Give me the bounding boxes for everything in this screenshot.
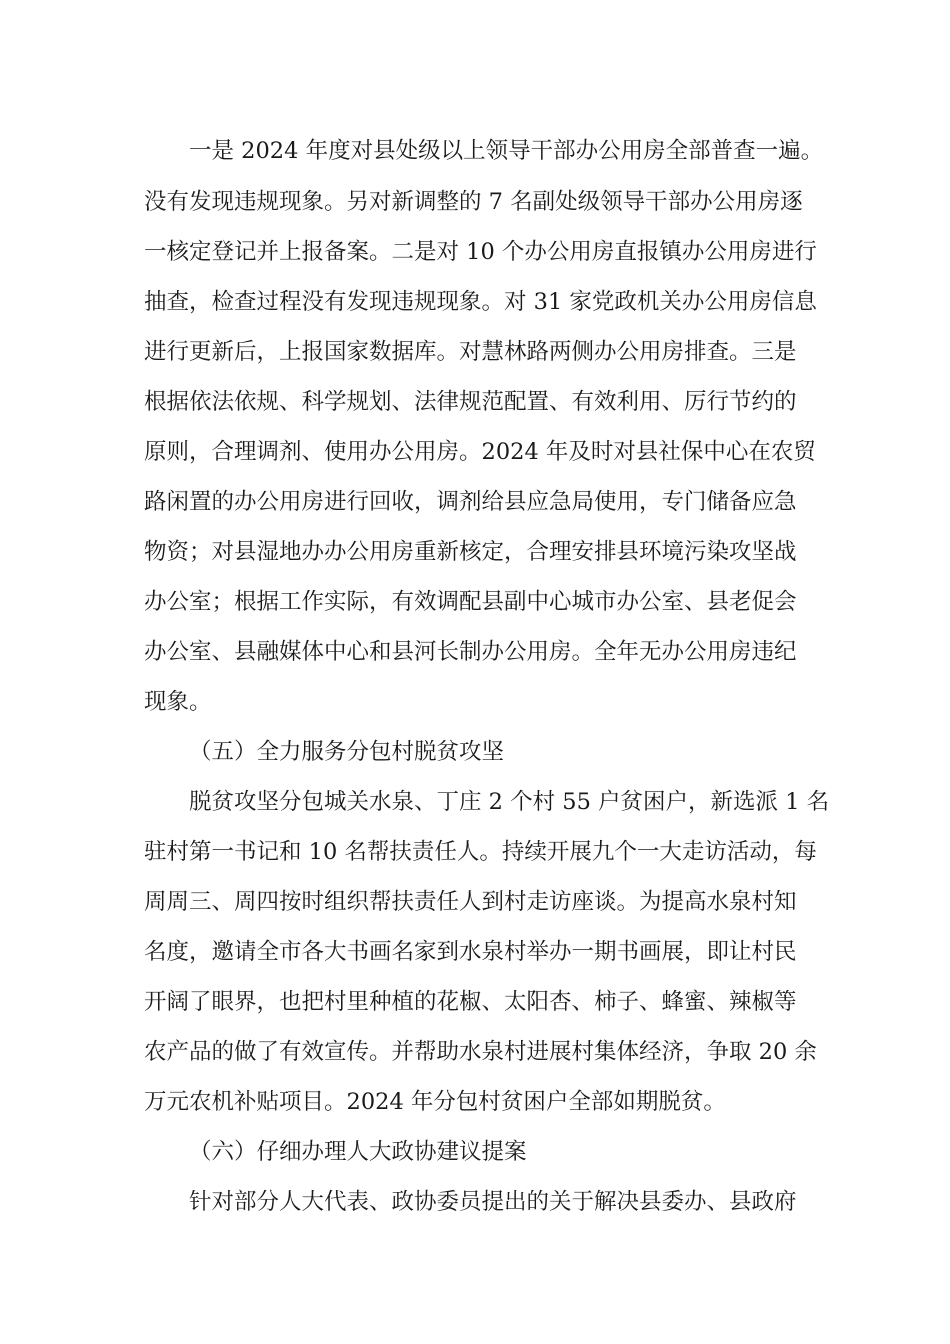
paragraph-line: 抽查，检查过程没有发现违规现象。对 31 家党政机关办公用房信息 [144,289,817,315]
paragraph-line: 现象。 [144,689,212,715]
paragraph-line: 进行更新后，上报国家数据库。对慧林路两侧办公用房排查。三是 [144,339,797,365]
section-heading: （五）全力服务分包村脱贫攻坚 [189,739,505,765]
paragraph-line: 针对部分人大代表、政协委员提出的关于解决县委办、县政府 [189,1189,797,1215]
paragraph-line: 办公室、县融媒体中心和县河长制办公用房。全年无办公用房违纪 [144,639,797,665]
paragraph-line: 开阔了眼界，也把村里种植的花椒、太阳杏、柿子、蜂蜜、辣椒等 [144,989,797,1015]
paragraph-line: 一是 2024 年度对县处级以上领导干部办公用房全部普查一遍。 [189,138,824,164]
paragraph-line: 万元农机补贴项目。2024 年分包村贫困户全部如期脱贫。 [144,1089,726,1115]
paragraph-line: 办公室；根据工作实际，有效调配县副中心城市办公室、县老促会 [144,589,797,615]
paragraph-line: 根据依法依规、科学规划、法律规范配置、有效利用、厉行节约的 [144,389,797,415]
paragraph-line: 驻村第一书记和 10 名帮扶责任人。持续开展九个一大走访活动，每 [144,839,817,865]
paragraph-line: 一核定登记并上报备案。二是对 10 个办公用房直报镇办公用房进行 [144,239,817,265]
paragraph-line: 没有发现违规现象。另对新调整的 7 名副处级领导干部办公用房逐 [144,189,803,215]
paragraph-line: 农产品的做了有效宣传。并帮助水泉村进展村集体经济，争取 20 余 [144,1039,817,1065]
paragraph-line: 名度，邀请全市各大书画名家到水泉村举办一期书画展，即让村民 [144,939,797,965]
paragraph-line: 周周三、周四按时组织帮扶责任人到村走访座谈。为提高水泉村知 [144,889,797,915]
paragraph-line: 原则，合理调剂、使用办公用房。2024 年及时对县社保中心在农贸 [144,439,816,465]
section-heading: （六）仔细办理人大政协建议提案 [189,1139,527,1165]
paragraph-line: 物资；对县湿地办办公用房重新核定，合理安排县环境污染攻坚战 [144,539,797,565]
paragraph-line: 路闲置的办公用房进行回收，调剂给县应急局使用，专门储备应急 [144,489,797,515]
paragraph-line: 脱贫攻坚分包城关水泉、丁庄 2 个村 55 户贫困户，新选派 1 名 [189,789,830,815]
